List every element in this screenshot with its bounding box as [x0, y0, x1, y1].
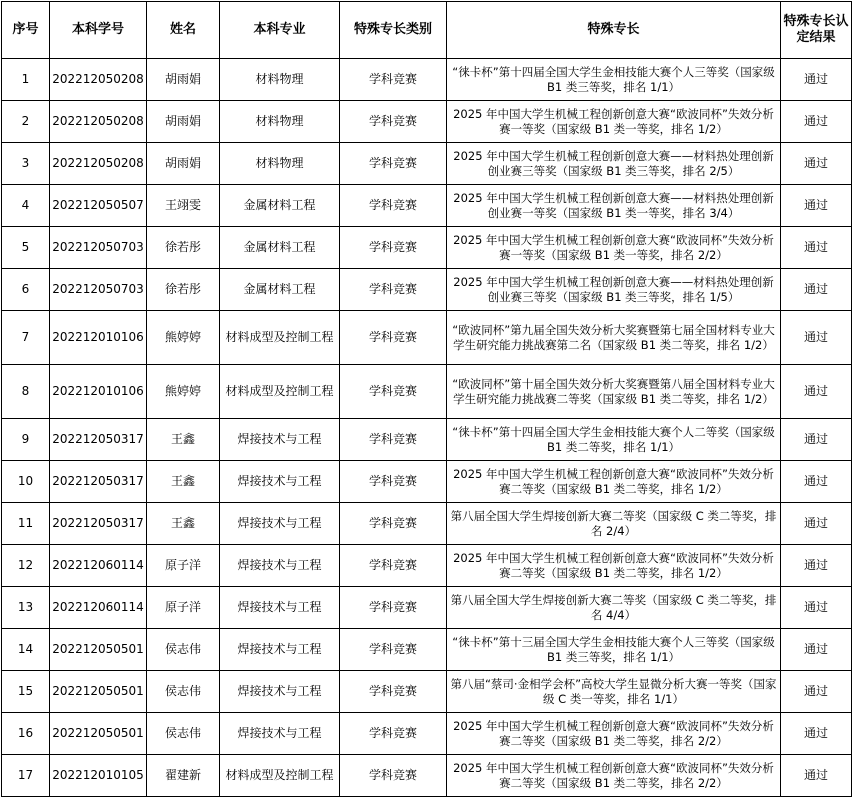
student-major: 材料物理: [220, 59, 340, 101]
student-name: 胡雨娟: [147, 143, 220, 185]
table-row: [2, 629, 852, 671]
student-id: 202212060114: [50, 587, 147, 629]
specialty-category: 学科竞赛: [340, 227, 447, 269]
student-major: 材料物理: [220, 143, 340, 185]
row-index: 9: [2, 419, 50, 461]
header-index: 序号: [2, 2, 50, 59]
row-index: 17: [2, 755, 50, 797]
row-index: 1: [2, 59, 50, 101]
student-name: 侯志伟: [147, 629, 220, 671]
student-name: 王鑫: [147, 419, 220, 461]
specialty-description: “徕卡杯”第十四届全国大学生金相技能大赛个人三等奖（国家级 B1 类三等奖，排名 1/1）: [447, 59, 781, 101]
specialty-category: 学科竞赛: [340, 59, 447, 101]
certification-result: 通过: [781, 419, 852, 461]
table-row: [2, 755, 852, 797]
student-name: 原子洋: [147, 587, 220, 629]
student-major: 材料成型及控制工程: [220, 311, 340, 365]
specialty-category: 学科竞赛: [340, 143, 447, 185]
special-talent-table: [1, 1, 852, 797]
certification-result: 通过: [781, 59, 852, 101]
specialty-category: 学科竞赛: [340, 629, 447, 671]
specialty-category: 学科竞赛: [340, 269, 447, 311]
specialty-description: 第八届全国大学生焊接创新大赛二等奖（国家级 C 类二等奖，排名 4/4）: [447, 587, 781, 629]
student-id: 202212050317: [50, 503, 147, 545]
specialty-category: 学科竞赛: [340, 461, 447, 503]
row-index: 4: [2, 185, 50, 227]
student-name: 王鑫: [147, 503, 220, 545]
student-major: 焊接技术与工程: [220, 629, 340, 671]
specialty-category: 学科竞赛: [340, 545, 447, 587]
certification-result: 通过: [781, 101, 852, 143]
student-name: 熊婷婷: [147, 365, 220, 419]
specialty-category: 学科竞赛: [340, 365, 447, 419]
specialty-description: 2025 年中国大学生机械工程创新创意大赛“欧波同杯”失效分析赛二等奖（国家级 B1 类二等奖，排名 2/2）: [447, 713, 781, 755]
student-name: 原子洋: [147, 545, 220, 587]
row-index: 15: [2, 671, 50, 713]
student-id: 202212060114: [50, 545, 147, 587]
certification-result: 通过: [781, 671, 852, 713]
certification-result: 通过: [781, 629, 852, 671]
specialty-description: 第八届全国大学生焊接创新大赛二等奖（国家级 C 类二等奖，排名 2/4）: [447, 503, 781, 545]
table-row: [2, 143, 852, 185]
specialty-description: 2025 年中国大学生机械工程创新创意大赛——材料热处理创新创业赛一等奖（国家级 B1 类一等奖，排名 3/4）: [447, 185, 781, 227]
student-id: 202212050317: [50, 419, 147, 461]
certification-result: 通过: [781, 269, 852, 311]
header-specialty: 特殊专长: [447, 2, 781, 59]
specialty-category: 学科竞赛: [340, 587, 447, 629]
table-row: [2, 419, 852, 461]
table-row: [2, 545, 852, 587]
specialty-description: 2025 年中国大学生机械工程创新创意大赛“欧波同杯”失效分析赛一等奖（国家级 B1 类一等奖，排名 2/2）: [447, 227, 781, 269]
student-name: 徐若彤: [147, 269, 220, 311]
student-name: 翟建新: [147, 755, 220, 797]
student-major: 焊接技术与工程: [220, 503, 340, 545]
student-name: 胡雨娟: [147, 101, 220, 143]
table-row: [2, 59, 852, 101]
specialty-description: 2025 年中国大学生机械工程创新创意大赛“欧波同杯”失效分析赛一等奖（国家级 B1 类一等奖，排名 1/2）: [447, 101, 781, 143]
student-name: 王鑫: [147, 461, 220, 503]
table-row: [2, 227, 852, 269]
certification-result: 通过: [781, 755, 852, 797]
student-major: 焊接技术与工程: [220, 587, 340, 629]
student-id: 202212050703: [50, 269, 147, 311]
table-row: [2, 503, 852, 545]
student-major: 焊接技术与工程: [220, 545, 340, 587]
specialty-category: 学科竞赛: [340, 311, 447, 365]
student-id: 202212010105: [50, 755, 147, 797]
row-index: 10: [2, 461, 50, 503]
student-name: 侯志伟: [147, 713, 220, 755]
student-id: 202212050507: [50, 185, 147, 227]
student-major: 金属材料工程: [220, 227, 340, 269]
certification-result: 通过: [781, 461, 852, 503]
row-index: 7: [2, 311, 50, 365]
table-row: [2, 185, 852, 227]
certification-result: 通过: [781, 587, 852, 629]
table-row: [2, 671, 852, 713]
row-index: 11: [2, 503, 50, 545]
student-id: 202212050208: [50, 101, 147, 143]
specialty-description: 第八届“蔡司·金相学会杯”高校大学生显微分析大赛一等奖（国家级 C 类一等奖，排名 1/1）: [447, 671, 781, 713]
header-student-id: 本科学号: [50, 2, 147, 59]
specialty-description: 2025 年中国大学生机械工程创新创意大赛——材料热处理创新创业赛三等奖（国家级 B1 类三等奖，排名 2/5）: [447, 143, 781, 185]
table-row: [2, 269, 852, 311]
table-row: [2, 587, 852, 629]
specialty-category: 学科竞赛: [340, 713, 447, 755]
header-name: 姓名: [147, 2, 220, 59]
student-major: 材料物理: [220, 101, 340, 143]
row-index: 2: [2, 101, 50, 143]
student-major: 焊接技术与工程: [220, 713, 340, 755]
table-row: [2, 713, 852, 755]
certification-result: 通过: [781, 365, 852, 419]
specialty-description: 2025 年中国大学生机械工程创新创意大赛“欧波同杯”失效分析赛二等奖（国家级 B1 类二等奖，排名 2/2）: [447, 755, 781, 797]
row-index: 5: [2, 227, 50, 269]
row-index: 8: [2, 365, 50, 419]
specialty-description: “徕卡杯”第十三届全国大学生金相技能大赛个人三等奖（国家级 B1 类三等奖，排名 1/1）: [447, 629, 781, 671]
header-result: 特殊专长认定结果: [781, 2, 852, 59]
header-row: [2, 2, 852, 59]
student-major: 金属材料工程: [220, 269, 340, 311]
specialty-description: 2025 年中国大学生机械工程创新创意大赛“欧波同杯”失效分析赛二等奖（国家级 B1 类二等奖，排名 1/2）: [447, 545, 781, 587]
student-id: 202212050501: [50, 713, 147, 755]
student-id: 202212050501: [50, 671, 147, 713]
header-major: 本科专业: [220, 2, 340, 59]
table-row: [2, 365, 852, 419]
table-row: [2, 101, 852, 143]
row-index: 6: [2, 269, 50, 311]
student-major: 金属材料工程: [220, 185, 340, 227]
table-row: [2, 461, 852, 503]
student-id: 202212050208: [50, 143, 147, 185]
student-name: 侯志伟: [147, 671, 220, 713]
student-name: 徐若彤: [147, 227, 220, 269]
certification-result: 通过: [781, 143, 852, 185]
specialty-category: 学科竞赛: [340, 185, 447, 227]
certification-result: 通过: [781, 311, 852, 365]
specialty-description: 2025 年中国大学生机械工程创新创意大赛——材料热处理创新创业赛三等奖（国家级 B1 类三等奖，排名 1/5）: [447, 269, 781, 311]
student-id: 202212010106: [50, 365, 147, 419]
specialty-category: 学科竞赛: [340, 101, 447, 143]
table-row: [2, 311, 852, 365]
specialty-category: 学科竞赛: [340, 755, 447, 797]
student-id: 202212050317: [50, 461, 147, 503]
certification-result: 通过: [781, 503, 852, 545]
specialty-description: “徕卡杯”第十四届全国大学生金相技能大赛个人二等奖（国家级 B1 类二等奖，排名 1/1）: [447, 419, 781, 461]
certification-result: 通过: [781, 185, 852, 227]
certification-result: 通过: [781, 545, 852, 587]
student-id: 202212050501: [50, 629, 147, 671]
row-index: 3: [2, 143, 50, 185]
row-index: 14: [2, 629, 50, 671]
specialty-category: 学科竞赛: [340, 503, 447, 545]
row-index: 16: [2, 713, 50, 755]
certification-result: 通过: [781, 227, 852, 269]
specialty-description: “欧波同杯”第九届全国失效分析大奖赛暨第七届全国材料专业大学生研究能力挑战赛第二名（国家级 B1 类二等奖，排名 1/2）: [447, 311, 781, 365]
student-major: 焊接技术与工程: [220, 671, 340, 713]
table-body: [2, 59, 852, 797]
specialty-category: 学科竞赛: [340, 671, 447, 713]
specialty-description: “欧波同杯”第十届全国失效分析大奖赛暨第八届全国材料专业大学生研究能力挑战赛二等奖（国家级 B1 类二等奖，排名 1/2）: [447, 365, 781, 419]
student-major: 焊接技术与工程: [220, 461, 340, 503]
header-category: 特殊专长类别: [340, 2, 447, 59]
student-name: 熊婷婷: [147, 311, 220, 365]
student-name: 胡雨娟: [147, 59, 220, 101]
student-major: 焊接技术与工程: [220, 419, 340, 461]
specialty-category: 学科竞赛: [340, 419, 447, 461]
row-index: 13: [2, 587, 50, 629]
student-id: 202212050208: [50, 59, 147, 101]
row-index: 12: [2, 545, 50, 587]
student-id: 202212010106: [50, 311, 147, 365]
specialty-description: 2025 年中国大学生机械工程创新创意大赛“欧波同杯”失效分析赛二等奖（国家级 B1 类二等奖，排名 1/2）: [447, 461, 781, 503]
student-name: 王翊雯: [147, 185, 220, 227]
certification-result: 通过: [781, 713, 852, 755]
student-major: 材料成型及控制工程: [220, 755, 340, 797]
student-major: 材料成型及控制工程: [220, 365, 340, 419]
student-id: 202212050703: [50, 227, 147, 269]
